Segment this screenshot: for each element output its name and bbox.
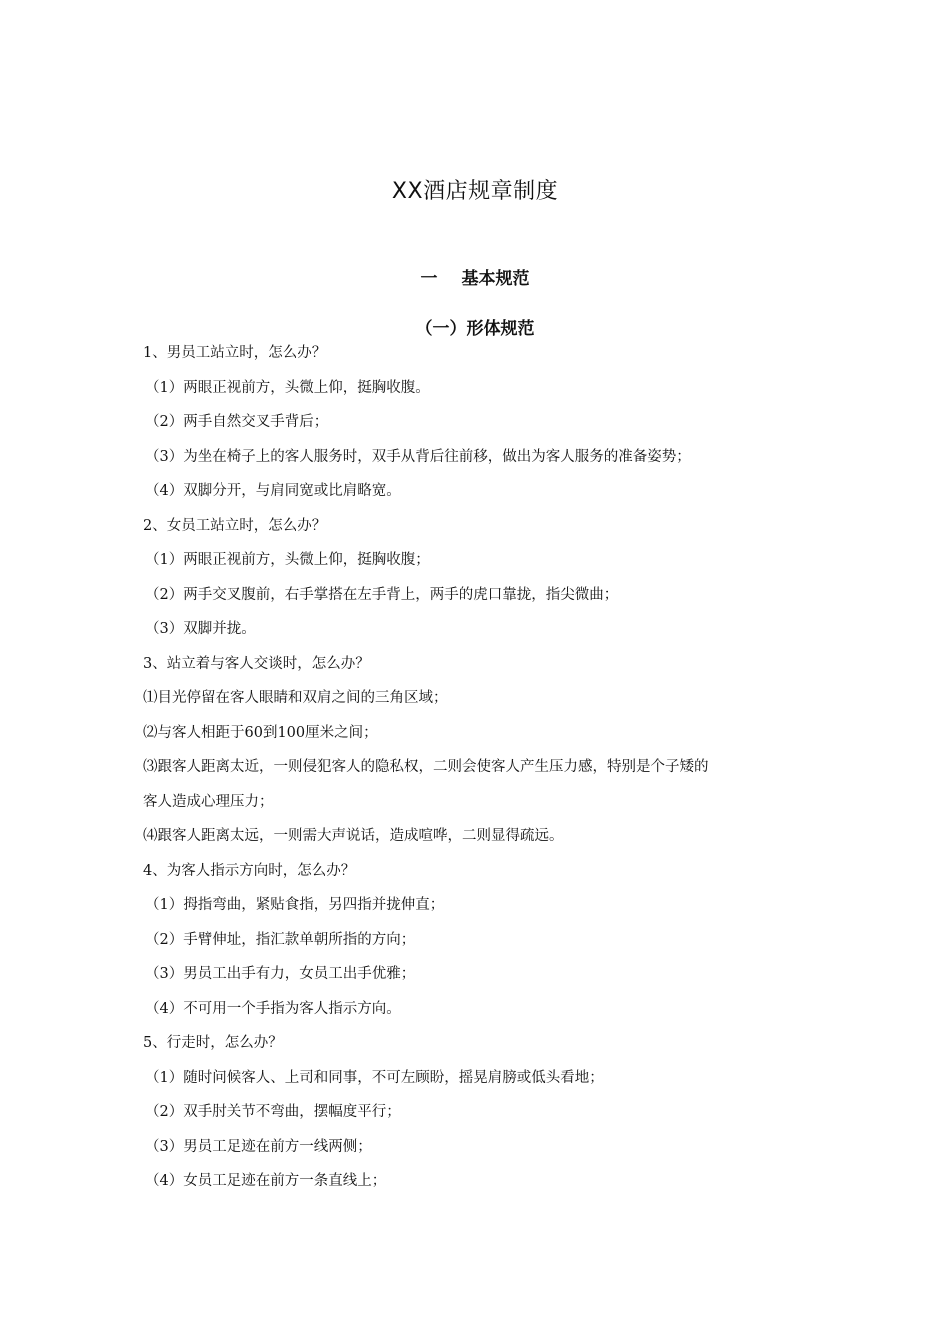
paragraph-line: （3）双脚并拢。: [145, 621, 256, 637]
paragraph-line: （2）双手肘关节不弯曲，摆幅度平行；: [145, 1104, 401, 1120]
paragraph-line: 4、为客人指示方向时，怎么办？: [143, 862, 356, 879]
paragraph-line: （2）两手自然交叉手背后；: [145, 414, 329, 430]
paragraph-line: （1）拇指弯曲，紧贴食指，另四指并拢伸直；: [145, 897, 445, 913]
paragraph-line: ⑶跟客人距离太近，一则侵犯客人的隐私权，二则会使客人产生压力感，特别是个子矮的: [143, 759, 709, 775]
paragraph-line: ⑵与客人相距于60到100厘米之间；: [143, 724, 378, 741]
paragraph-line: （1）两眼正视前方，头微上仰，挺胸收腹；: [145, 552, 430, 568]
chapter-heading: [0, 264, 950, 289]
paragraph-line: 2、女员工站立时，怎么办？: [143, 517, 327, 534]
paragraph-line: （4）女员工足迹在前方一条直线上；: [145, 1173, 387, 1189]
paragraph-line: （1）两眼正视前方，头微上仰，挺胸收腹。: [145, 379, 430, 396]
paragraph-line: （4）不可用一个手指为客人指示方向。: [145, 1000, 401, 1017]
paragraph-line: （4）双脚分开，与肩同宽或比肩略宽。: [145, 483, 401, 499]
paragraph-line: （1）随时问候客人、上司和同事，不可左顾盼，摇晃肩膀或低头看地；: [145, 1069, 604, 1086]
paragraph-line: （3）为坐在椅子上的客人服务时，双手从背后往前移，做出为客人服务的准备姿势；: [145, 448, 691, 465]
paragraph-line: （2）手臂伸址，指汇款单朝所指的方向；: [145, 931, 416, 948]
chapter-title: 基本规范: [461, 269, 530, 289]
paragraph-line: ⑴目光停留在客人眼睛和双肩之间的三角区域；: [143, 690, 448, 706]
paragraph-line: （3）男员工足迹在前方一线两侧；: [145, 1138, 372, 1155]
chapter-number: 一: [420, 269, 438, 289]
paragraph-line: 1、男员工站立时，怎么办？: [143, 345, 327, 361]
document-title: XX酒店规章制度: [391, 179, 559, 204]
paragraph-line: 5、行走时，怎么办？: [143, 1035, 283, 1051]
document-body: [143, 336, 823, 1199]
paragraph-line: ⑷跟客人距离太远，一则需大声说话，造成喧哗，二则显得疏远。: [143, 828, 564, 844]
paragraph-line: （3）男员工出手有力，女员工出手优雅；: [145, 966, 416, 982]
section-heading: （一）形体规范: [415, 319, 535, 339]
paragraph-line: （2）两手交叉腹前，右手掌搭在左手背上，两手的虎口靠拢，指尖微曲；: [145, 586, 619, 603]
paragraph-line: 3、站立着与客人交谈时，怎么办？: [143, 655, 370, 672]
paragraph-line: 客人造成心理压力；: [143, 793, 274, 810]
